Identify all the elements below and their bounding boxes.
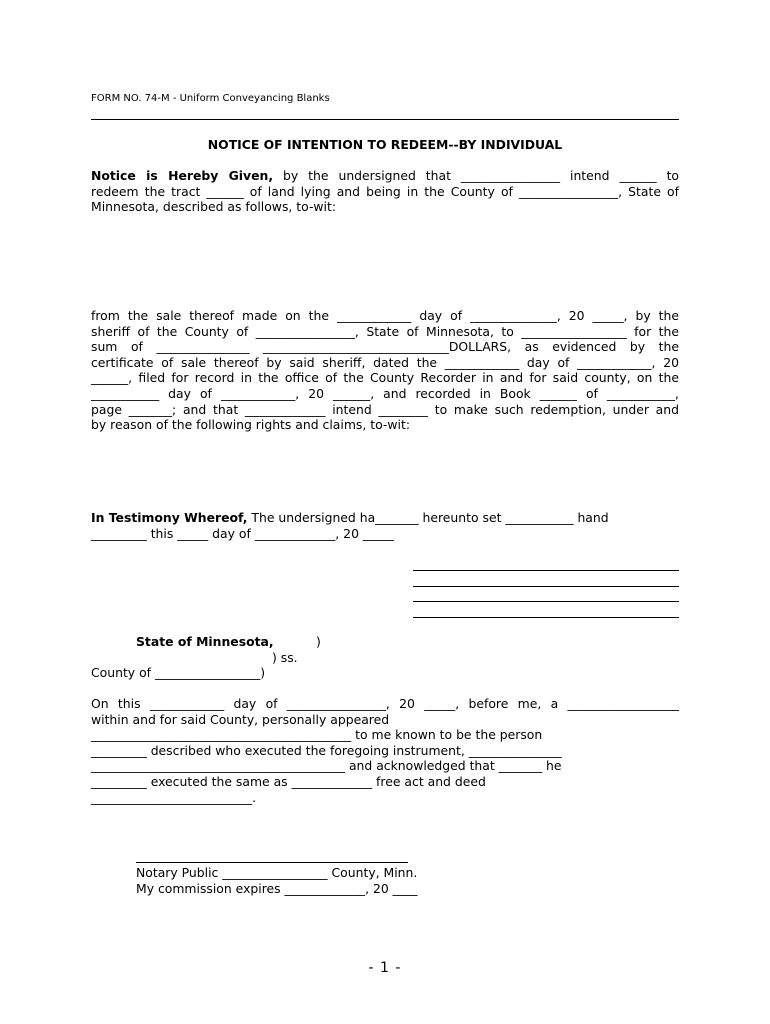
document-title: NOTICE OF INTENTION TO REDEEM--BY INDIVIDUAL	[207, 137, 563, 152]
notice-line-1	[91, 168, 679, 184]
notice-line-3: Minnesota, described as follows, to-wit:	[91, 199, 337, 215]
ack-line-7: __________________________.	[91, 789, 257, 805]
sale-line-3: sum of _______________ ______________________________DOLLARS, as evidenced by the	[91, 339, 679, 355]
signature-line-1	[413, 570, 679, 571]
ack-line-3: __________________________________________ to me known to be the person	[91, 727, 543, 743]
venue-county: County of _________________)	[91, 665, 266, 680]
notice-paragraph	[91, 168, 679, 215]
ack-line-1: On this ____________ day of ________________, 20 _____, before me, a __________________	[91, 696, 679, 711]
notice-line-2: redeem the tract ______ of land lying and being in the County of ________________, State of	[91, 183, 679, 199]
sale-line-6: ___________ day of ____________, 20 ______, and recorded in Book ______ of ___________,	[91, 385, 679, 401]
signature-line-4	[413, 617, 679, 618]
ack-line-5: _________________________________________ and acknowledged that _______ he	[91, 758, 562, 774]
notary-public-line: Notary Public _________________ County, Minn.	[136, 865, 418, 880]
ack-line-6: _________ executed the same as _____________ free act and deed	[91, 773, 486, 789]
sale-line-4: certificate of sale thereof by said sheriff, dated the ____________ day of ____________, 20	[91, 354, 679, 370]
header-rule	[91, 119, 679, 120]
page-number: - 1 -	[368, 960, 402, 976]
venue-state-paren: )	[316, 634, 321, 649]
sale-paragraph	[91, 308, 679, 433]
testimony-paragraph	[91, 510, 679, 541]
acknowledgment-paragraph	[91, 696, 679, 805]
testimony-line-1	[91, 510, 679, 526]
form-number: FORM NO. 74-M - Uniform Conveyancing Blanks	[91, 93, 330, 104]
notary-commission-line: My commission expires _____________, 20 ____	[136, 881, 418, 896]
ack-line-2: within and for said County, personally appeared	[91, 711, 390, 727]
signature-line-3	[413, 601, 679, 602]
ack-line-4: _________ described who executed the foregoing instrument, _______________	[91, 742, 562, 758]
testimony-line-1-text: The undersigned ha_______ hereunto set ___________ hand	[247, 510, 609, 525]
testimony-lead: In Testimony Whereof,	[91, 510, 248, 525]
notice-line-1-text: by the undersigned that ________________ intend ______ to	[273, 168, 680, 183]
sale-line-1: from the sale thereof made on the ____________ day of ______________, 20 _____, by the	[91, 308, 679, 323]
sale-line-2: sheriff of the County of ________________, State of Minnesota, to _________________ for the	[91, 323, 679, 339]
venue-ss: ) ss.	[272, 650, 298, 665]
testimony-line-2: _________ this _____ day of _____________, 20 _____	[91, 525, 394, 541]
notice-lead: Notice is Hereby Given,	[91, 168, 274, 183]
sale-line-8: by reason of the following rights and claims, to-wit:	[91, 417, 410, 433]
venue-state: State of Minnesota,	[136, 634, 274, 649]
sale-line-5: ______, filed for record in the office of the County Recorder in and for said county, on the	[91, 370, 679, 386]
signature-line-2	[413, 586, 679, 587]
notary-signature-line	[136, 862, 408, 863]
sale-line-7: page _______; and that _____________ intend ________ to make such redemption, under and	[91, 401, 679, 417]
